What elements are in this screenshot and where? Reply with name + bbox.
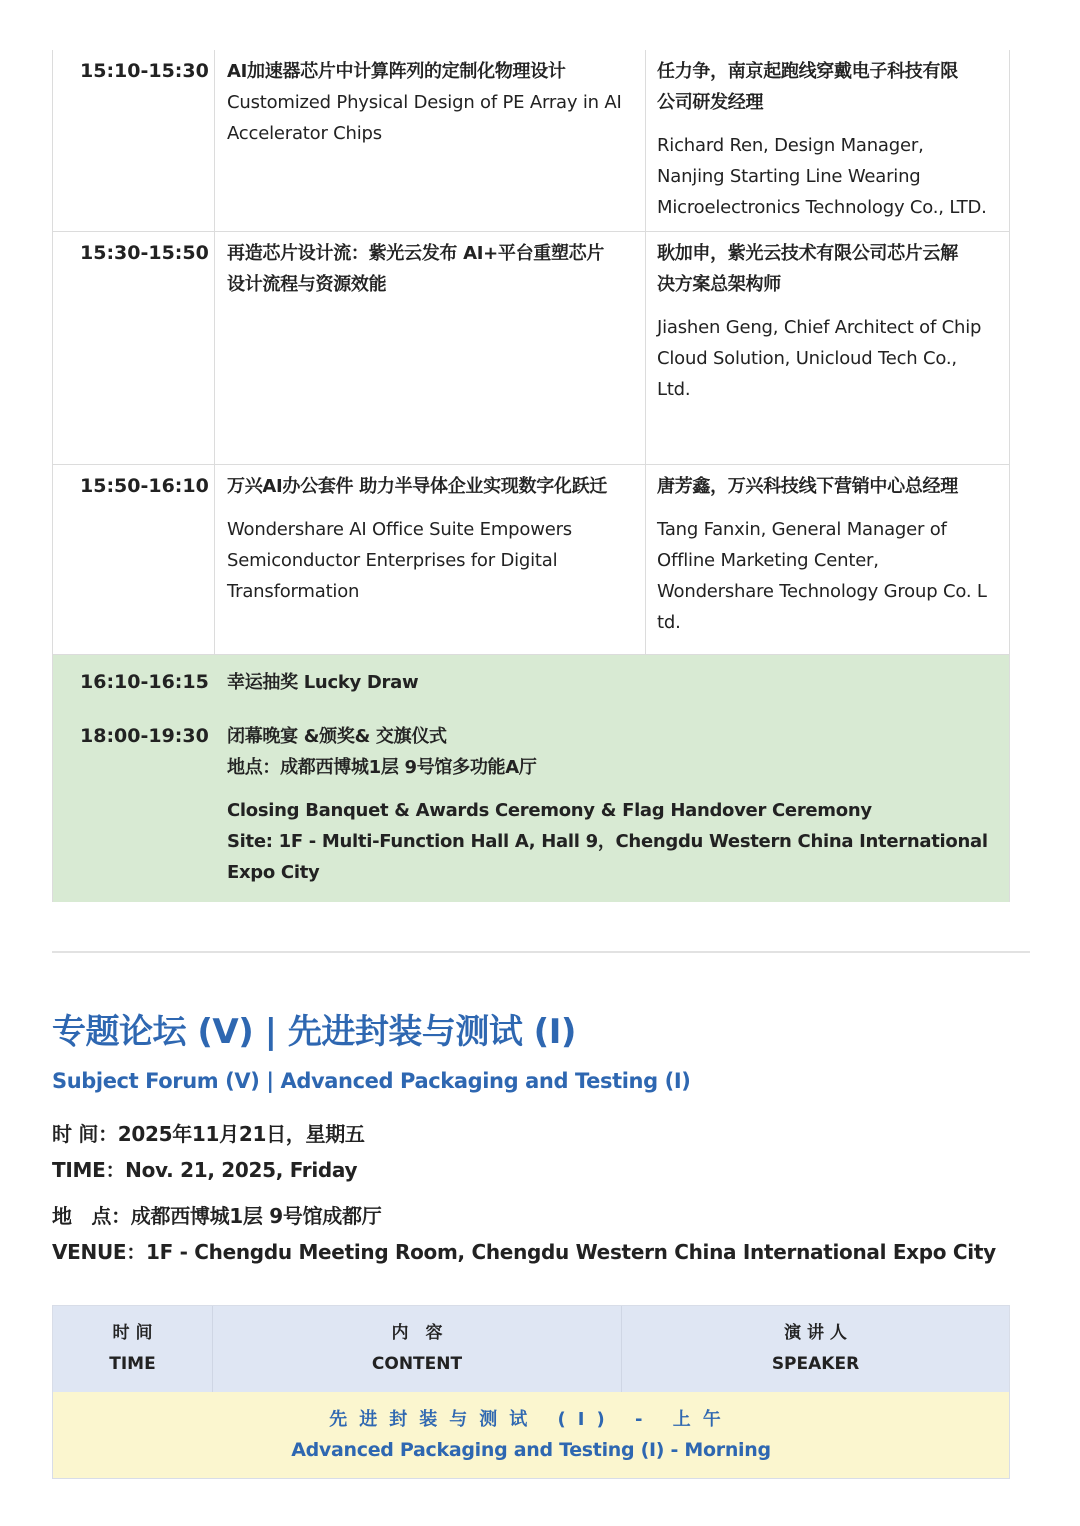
content-title-en: Customized Physical Design of PE Array in AI Accelerator Chips xyxy=(227,92,622,144)
forum-time-cn: 时 间：2025年11月21日，星期五 xyxy=(52,1122,365,1146)
session-speaker xyxy=(646,50,1009,231)
speaker-en: Richard Ren, Design Manager, Nanjing Starting Line Wearing Microelectronics Technology Co., LTD. xyxy=(657,135,987,218)
session-content xyxy=(215,465,646,654)
table-row xyxy=(53,50,1009,232)
session-speaker xyxy=(646,232,1009,464)
closing-band xyxy=(53,655,1009,902)
schedule-table xyxy=(52,50,1010,902)
banquet-details xyxy=(227,721,988,888)
session-speaker xyxy=(646,465,1009,654)
table-header xyxy=(53,1306,1009,1392)
speaker-en: Tang Fanxin, General Manager of Offline Marketing Center, Wondershare Technology Group Co. L td. xyxy=(657,519,987,633)
banquet-title-en: Closing Banquet & Awards Ceremony & Flag Handover Ceremony xyxy=(227,800,872,821)
speaker-en: Jiashen Geng, Chief Architect of Chip Cloud Solution, Unicloud Tech Co., Ltd. xyxy=(657,317,982,400)
content-title-en: Wondershare AI Office Suite Empowers Semiconductor Enterprises for Digital Transformation xyxy=(227,519,572,602)
speaker-cn: 耿加申，紫光云技术有限公司芯片云解 决方案总架构师 xyxy=(657,243,958,295)
lucky-draw-time: 16:10-16:15 xyxy=(80,671,209,693)
session-time: 15:10-15:30 xyxy=(53,50,215,231)
banquet-time: 18:00-19:30 xyxy=(80,725,209,747)
banquet-site-cn: 地点：成都西博城1层 9号馆多功能A厅 xyxy=(227,757,537,778)
header-speaker: 演 讲 人 SPEAKER xyxy=(771,1323,860,1374)
forum-title-en: Subject Forum (V) | Advanced Packaging and Testing (I) xyxy=(52,1069,691,1093)
content-title-cn: 万兴AI办公套件 助力半导体企业实现数字化跃迁 xyxy=(227,476,607,497)
header-time: 时 间 TIME xyxy=(53,1306,213,1392)
session-time: 15:30-15:50 xyxy=(53,232,215,464)
session-content xyxy=(215,232,646,464)
session-banner xyxy=(53,1392,1009,1478)
table-row xyxy=(53,232,1009,465)
forum-venue-cn: 地 点：成都西博城1层 9号馆成都厅 xyxy=(52,1204,382,1228)
forum-schedule-table xyxy=(52,1305,1010,1479)
session-title-en: Advanced Packaging and Testing (I) - Morning xyxy=(291,1439,771,1461)
session-content xyxy=(215,50,646,231)
content-title-cn: 再造芯片设计流：紫光云发布 AI+平台重塑芯片 设计流程与资源效能 xyxy=(227,243,605,295)
section-divider xyxy=(52,951,1030,953)
content-title-cn: AI加速器芯片中计算阵列的定制化物理设计 xyxy=(227,61,566,82)
lucky-draw-label: 幸运抽奖 Lucky Draw xyxy=(227,672,419,693)
session-title-cn: 先进封装与测试 (I) - 上午 xyxy=(329,1409,733,1430)
session-time: 15:50-16:10 xyxy=(53,465,215,654)
header-content: 内 容 CONTENT xyxy=(213,1306,622,1392)
speaker-cn: 唐芳鑫，万兴科技线下营销中心总经理 xyxy=(657,476,958,497)
banquet-title-cn: 闭幕晚宴 &颁奖& 交旗仪式 xyxy=(227,726,447,747)
speaker-cn: 任力争，南京起跑线穿戴电子科技有限 公司研发经理 xyxy=(657,61,958,113)
table-row xyxy=(53,465,1009,655)
forum-time-en: TIME：Nov. 21, 2025, Friday xyxy=(52,1158,358,1182)
banquet-site-en: Site: 1F - Multi-Function Hall A, Hall 9，Chengdu Western China International Expo City xyxy=(227,831,988,883)
forum-title-cn: 专题论坛 (V) | 先进封装与测试 (I) xyxy=(52,1012,576,1052)
forum-venue-en: VENUE：1F - Chengdu Meeting Room, Chengdu Western China International Expo City xyxy=(52,1240,996,1264)
